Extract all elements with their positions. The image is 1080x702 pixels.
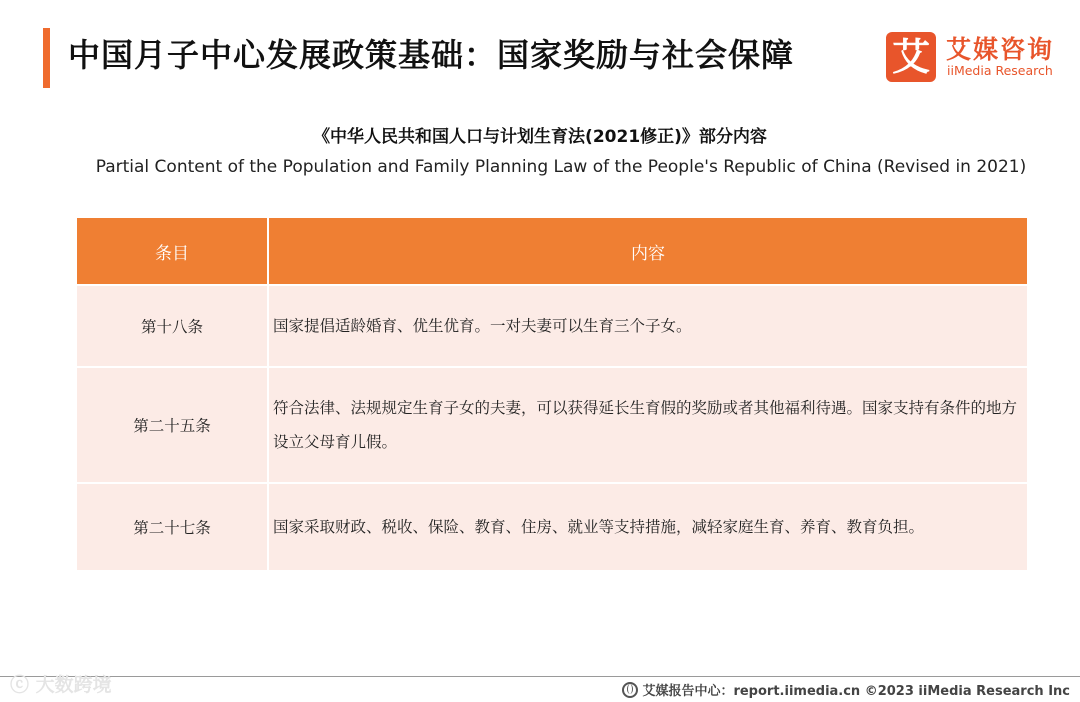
logo-mark: 艾 bbox=[886, 32, 936, 82]
content-cell: 符合法律、法规规定生育子女的夫妻，可以获得延长生育假的奖励或者其他福利待遇。国家支持有条件的地方设立父母育儿假。 bbox=[267, 368, 1027, 482]
law-content-table bbox=[77, 218, 1027, 570]
iimedia-logo bbox=[886, 28, 1066, 84]
logo-name-en: iiMedia Research bbox=[947, 63, 1053, 78]
table-header-row bbox=[77, 218, 1027, 284]
page-title: 中国月子中心发展政策基础：国家奖励与社会保障 bbox=[68, 36, 795, 74]
content-cell: 国家提倡适龄婚育、优生优育。一对夫妻可以生育三个子女。 bbox=[267, 286, 1027, 366]
article-cell: 第二十五条 bbox=[133, 417, 211, 435]
watermark: ⓒ 大数跨境 bbox=[10, 674, 112, 696]
header-content: 内容 bbox=[267, 218, 1027, 284]
header-article: 条目 bbox=[155, 243, 189, 264]
table-row bbox=[77, 284, 1027, 366]
globe-icon bbox=[622, 682, 638, 698]
article-cell: 第十八条 bbox=[140, 318, 203, 336]
subtitle-en: Partial Content of the Population and Family Planning Law of the People's Republic of China (Revised in 2021) bbox=[95, 157, 1027, 177]
table-row bbox=[77, 482, 1027, 570]
logo-name-cn: 艾媒咨询 bbox=[946, 35, 1055, 64]
article-cell: 第二十七条 bbox=[133, 519, 211, 537]
content-cell: 国家采取财政、税收、保险、教育、住房、就业等支持措施，减轻家庭生育、养育、教育负担。 bbox=[267, 484, 1027, 570]
footer-divider bbox=[0, 676, 1080, 677]
table-row bbox=[77, 366, 1027, 482]
footer-source bbox=[622, 680, 1070, 699]
title-accent-bar bbox=[43, 28, 50, 88]
subtitle-cn: 《中华人民共和国人口与计划生育法(2021修正)》部分内容 bbox=[313, 127, 767, 147]
footer-source-text: 艾媒报告中心：report.iimedia.cn ©2023 iiMedia Research Inc bbox=[642, 684, 1070, 699]
